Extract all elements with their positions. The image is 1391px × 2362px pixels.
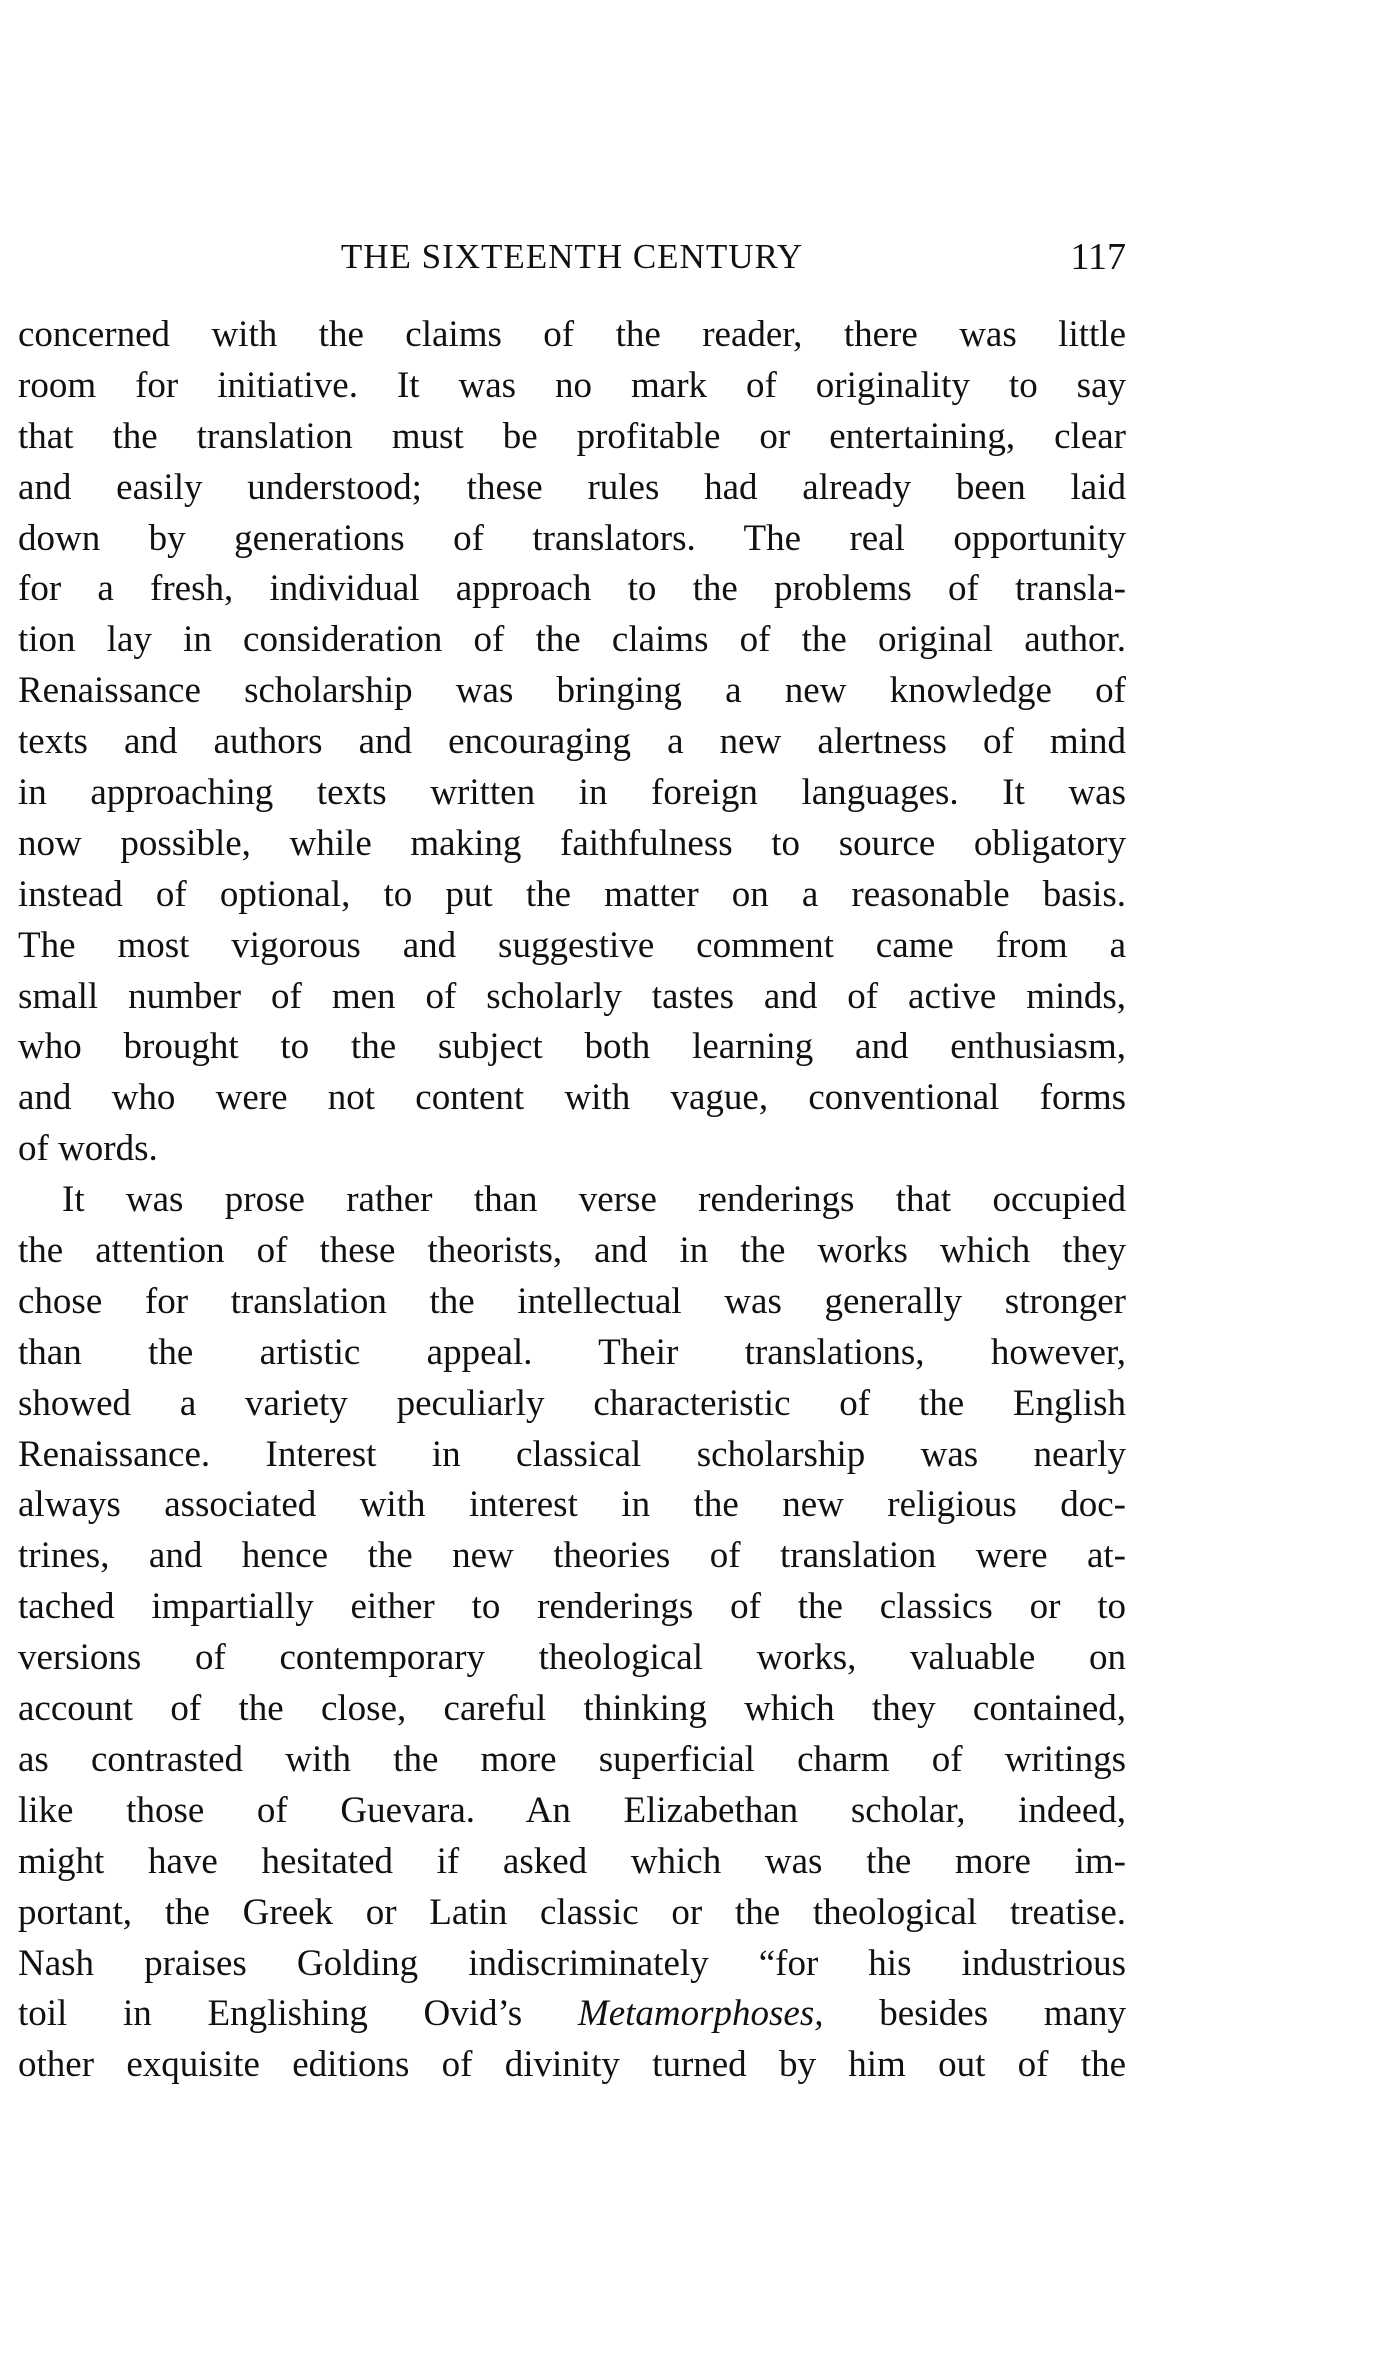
- text-line: Renaissance scholarship was bringing a new knowledge of: [18, 670, 1126, 712]
- text-line: account of the close, careful thinking which they contained,: [18, 1688, 1126, 1730]
- text-line: and who were not content with vague, conventional forms: [18, 1077, 1126, 1119]
- text-line: like those of Guevara. An Elizabethan scholar, indeed,: [18, 1789, 1126, 1831]
- text-line: now possible, while making faithfulness to source obligatory: [18, 822, 1126, 864]
- line-text-before: toil in Englishing Ovid’s: [18, 1993, 578, 2035]
- text-line: and easily understood; these rules had already been laid: [18, 466, 1126, 508]
- line-text-after: besides many: [823, 1993, 1127, 2035]
- text-line: Nash praises Golding indiscriminately “for his industrious: [18, 1942, 1126, 1984]
- text-line: in approaching texts written in foreign languages. It was: [18, 772, 1126, 814]
- text-line: trines, and hence the new theories of translation were at-: [18, 1535, 1126, 1577]
- text-line: of words.: [18, 1128, 158, 1170]
- text-line: tion lay in consideration of the claims of the original author.: [18, 619, 1126, 661]
- running-head: [18, 232, 1126, 282]
- page-number: 117: [1070, 236, 1126, 278]
- text-line-with-italic-title: [18, 1989, 1126, 2040]
- paragraph-1: [18, 310, 1126, 1175]
- text-line: versions of contemporary theological works, valuable on: [18, 1637, 1126, 1679]
- paragraph-2: [18, 1175, 1126, 2091]
- text-line: for a fresh, individual approach to the problems of transla-: [18, 568, 1126, 610]
- text-line: texts and authors and encouraging a new alertness of mind: [18, 721, 1126, 763]
- text-line: down by generations of translators. The real opportunity: [18, 517, 1126, 559]
- text-line: The most vigorous and suggestive comment came from a: [18, 924, 1126, 966]
- text-line: other exquisite editions of divinity turned by him out of the: [18, 2044, 1126, 2086]
- text-line: who brought to the subject both learning and enthusiasm,: [18, 1026, 1126, 1068]
- text-line: Renaissance. Interest in classical scholarship was nearly: [18, 1433, 1126, 1475]
- text-line: tached impartially either to renderings of the classics or to: [18, 1586, 1126, 1628]
- text-line: instead of optional, to put the matter on a reasonable basis.: [18, 873, 1126, 915]
- text-line: as contrasted with the more superficial charm of writings: [18, 1738, 1126, 1780]
- running-title: THE SIXTEENTH CENTURY: [340, 237, 804, 276]
- text-line: concerned with the claims of the reader, there was little: [18, 314, 1126, 355]
- text-line: chose for translation the intellectual was generally stronger: [18, 1280, 1126, 1322]
- text-line: that the translation must be profitable or entertaining, clear: [18, 415, 1126, 457]
- book-title-italic: Metamorphoses,: [577, 1993, 824, 2035]
- text-line: than the artistic appeal. Their translations, however,: [18, 1331, 1126, 1373]
- text-line: might have hesitated if asked which was the more im-: [18, 1840, 1126, 1882]
- text-line: room for initiative. It was no mark of originality to say: [18, 364, 1126, 406]
- text-line: always associated with interest in the new religious doc-: [18, 1484, 1126, 1526]
- body-text: [18, 310, 1126, 2091]
- text-line: portant, the Greek or Latin classic or the theological treatise.: [18, 1891, 1126, 1933]
- text-line: small number of men of scholarly tastes and of active minds,: [18, 975, 1126, 1017]
- text-line: It was prose rather than verse renderings that occupied: [62, 1179, 1126, 1221]
- text-line: showed a variety peculiarly characteristic of the English: [18, 1382, 1126, 1424]
- text-line: the attention of these theorists, and in the works which they: [18, 1230, 1126, 1272]
